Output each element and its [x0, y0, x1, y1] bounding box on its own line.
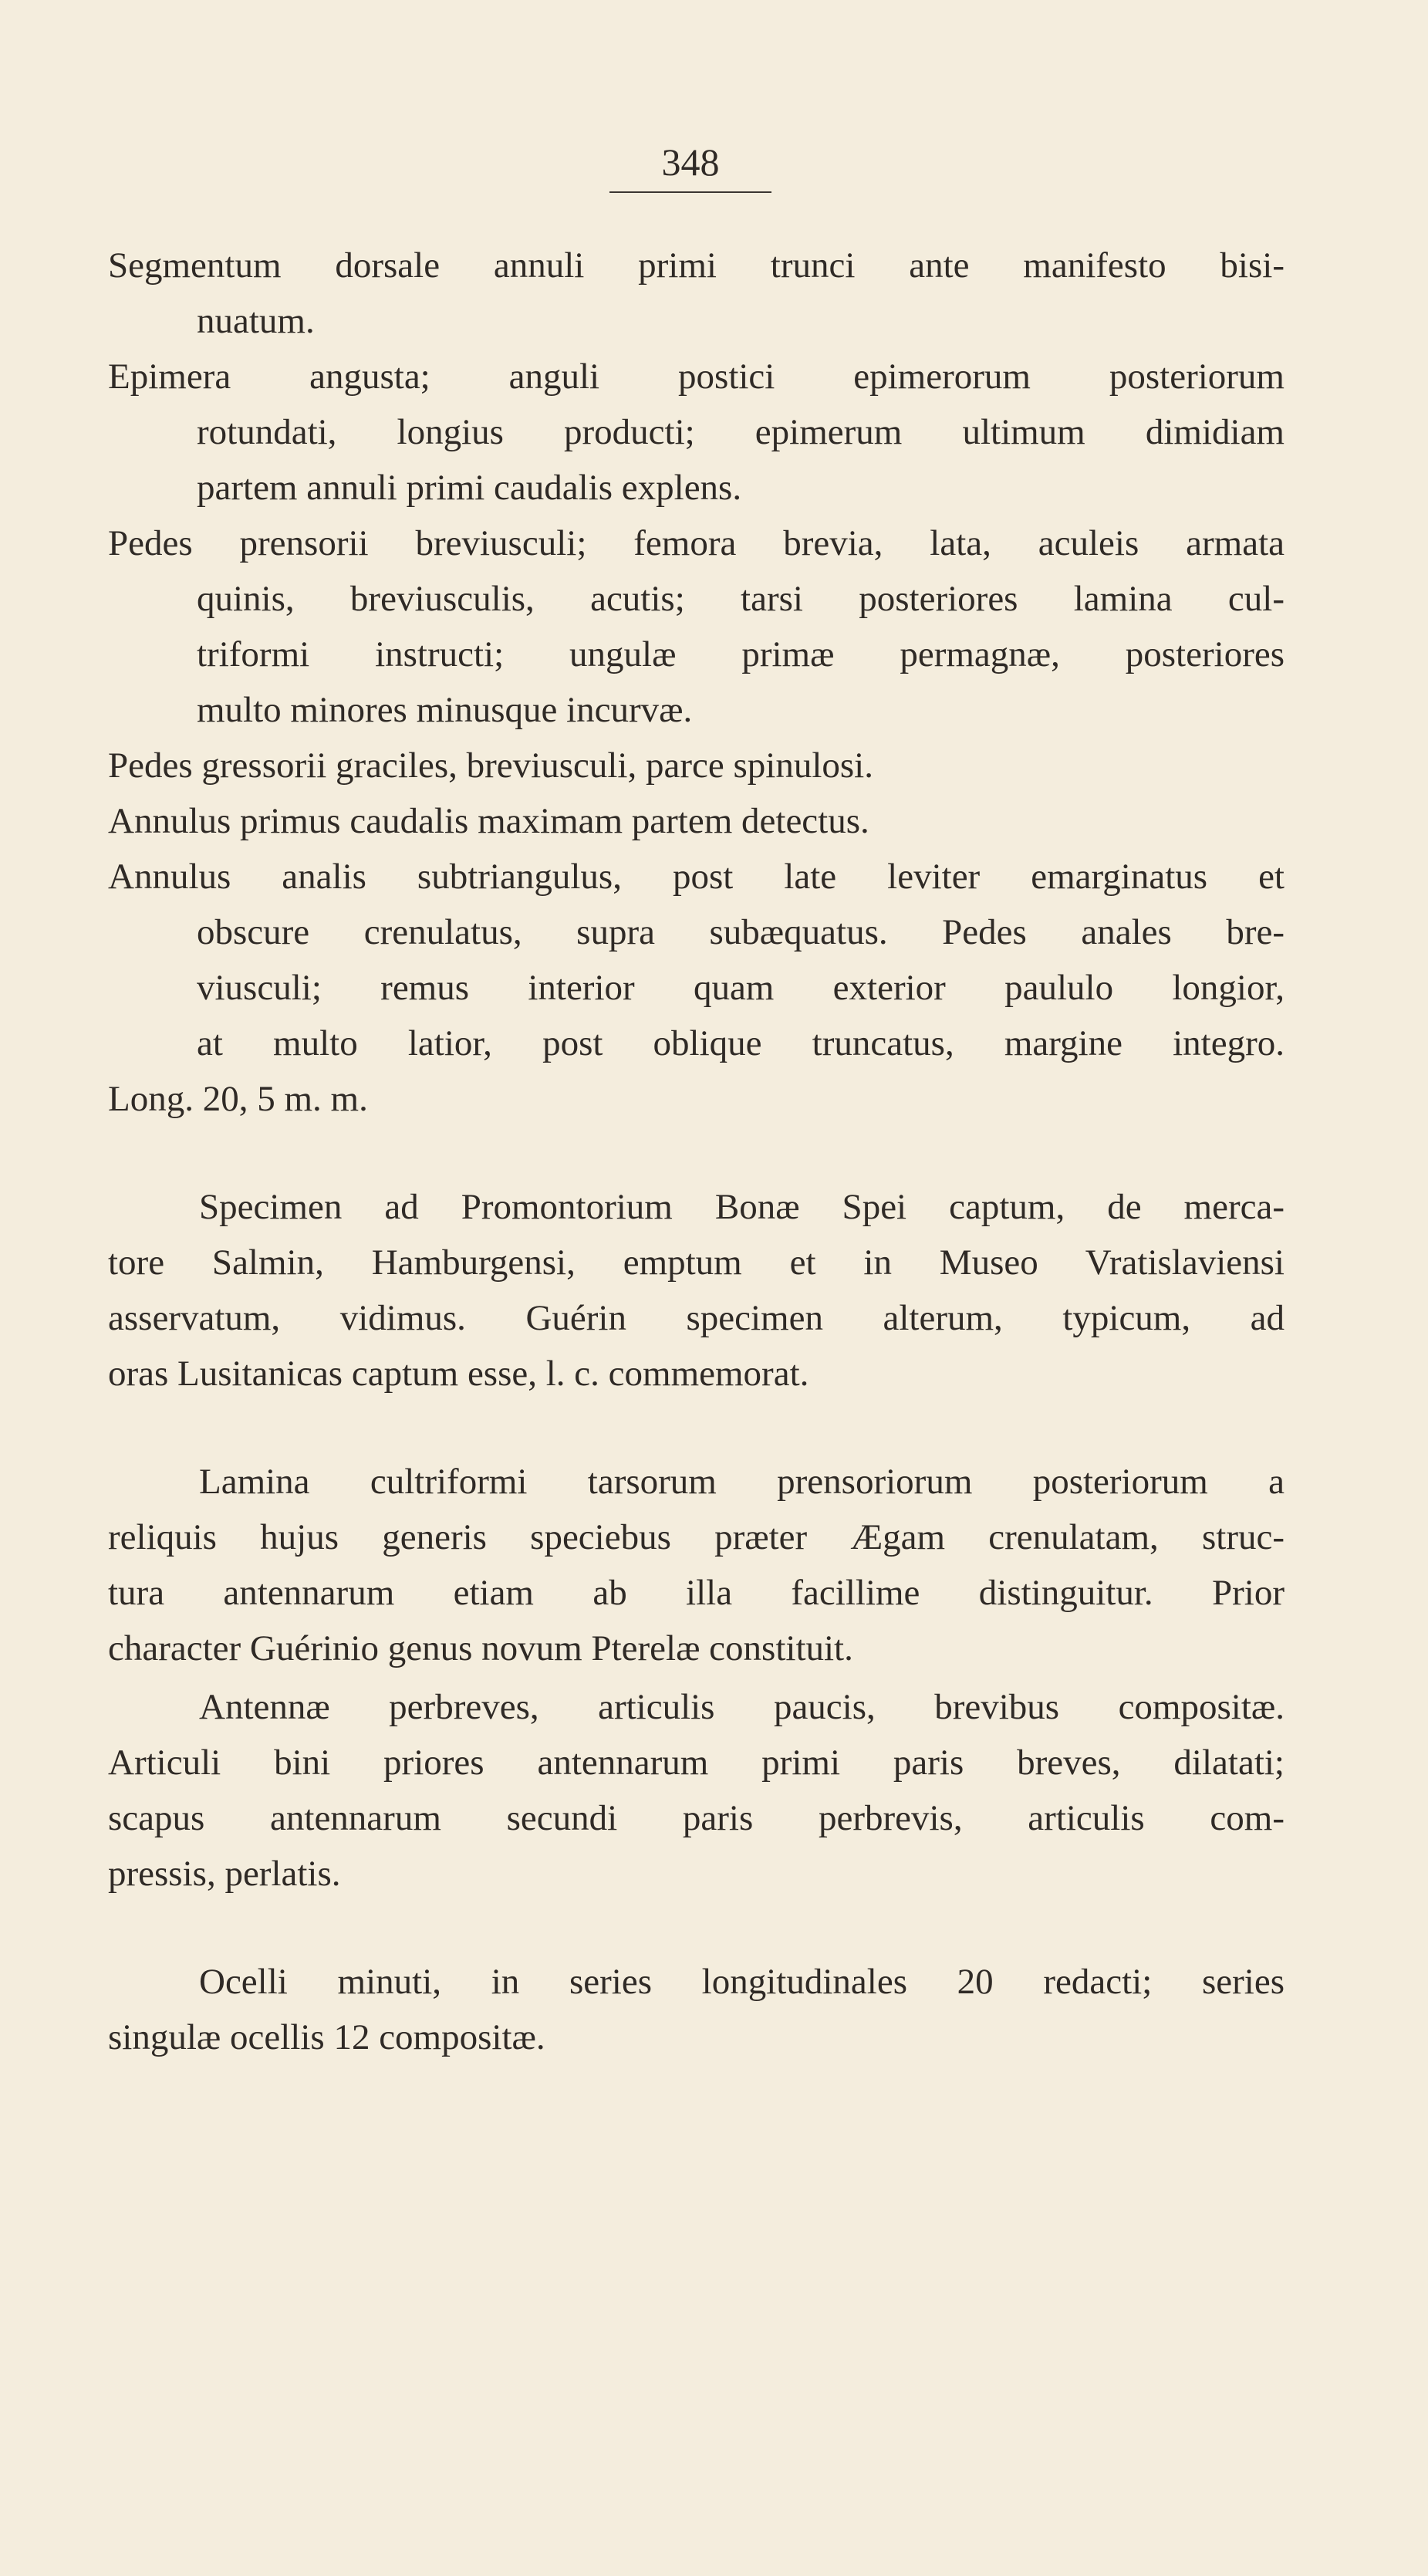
text-line: Pedes prensorii breviusculi; femora brevia, lata, aculeis armata: [108, 523, 1285, 563]
text-line: triformi instructi; ungulæ primæ permagnæ, posteriores: [197, 634, 1285, 674]
page-number-rule: [609, 191, 771, 193]
text-line: Specimen ad Promontorium Bonæ Spei captum, de merca-: [199, 1187, 1285, 1227]
text-line: Segmentum dorsale annuli primi trunci ante manifesto bisi-: [108, 245, 1285, 286]
text-line: pressis, perlatis.: [108, 1854, 341, 1894]
text-line: singulæ ocellis 12 compositæ.: [108, 2017, 545, 2057]
text-line: rotundati, longius producti; epimerum ultimum dimidiam: [197, 412, 1285, 452]
section-gap: [108, 1902, 1285, 1954]
text-line: tura antennarum etiam ab illa facillime distinguitur. Prior: [108, 1573, 1285, 1613]
text-line: Lamina cultriformi tarsorum prensoriorum posteriorum a: [199, 1462, 1285, 1502]
text-line: nuatum.: [197, 301, 315, 341]
text-line: quinis, breviusculis, acutis; tarsi posteriores lamina cul-: [197, 579, 1285, 619]
text-line: Epimera angusta; anguli postici epimerorum posteriorum: [108, 357, 1285, 397]
page-number: 348: [661, 140, 720, 184]
text-line: scapus antennarum secundi paris perbrevis, articulis com-: [108, 1798, 1285, 1838]
text-line: multo minores minusque incurvæ.: [197, 690, 693, 730]
text-line: obscure crenulatus, supra subæquatus. Pedes anales bre-: [197, 912, 1285, 952]
text-line: oras Lusitanicas captum esse, l. c. commemorat.: [108, 1354, 809, 1394]
section-gap: [108, 1127, 1285, 1179]
text-line: tore Salmin, Hamburgensi, emptum et in Museo Vratislaviensi: [108, 1242, 1285, 1283]
section-gap: [108, 1401, 1285, 1454]
text-line: Pedes gressorii graciles, breviusculi, parce spinulosi.: [108, 745, 873, 786]
text-line: asservatum, vidimus. Guérin specimen alterum, typicum, ad: [108, 1298, 1285, 1338]
text-line: at multo latior, post oblique truncatus, margine integro.: [197, 1023, 1285, 1063]
text-line: character Guérinio genus novum Pterelæ constituit.: [108, 1628, 853, 1668]
text-line: Antennæ perbreves, articulis paucis, brevibus compositæ.: [199, 1687, 1285, 1727]
text-line: partem annuli primi caudalis explens.: [197, 468, 742, 508]
text-line: Ocelli minuti, in series longitudinales 20 redacti; series: [199, 1962, 1285, 2002]
text-line: Annulus primus caudalis maximam partem detectus.: [108, 801, 869, 841]
text-line: viusculi; remus interior quam exterior paululo longior,: [197, 968, 1285, 1008]
text-line: Annulus analis subtriangulus, post late leviter emarginatus et: [108, 857, 1285, 897]
main-text: [108, 238, 1285, 2065]
text-line: Long. 20, 5 m. m.: [108, 1079, 368, 1119]
text-line: Articuli bini priores antennarum primi paris breves, dilatati;: [108, 1743, 1285, 1783]
text-line: reliquis hujus generis speciebus præter Ægam crenulatam, struc-: [108, 1517, 1285, 1557]
